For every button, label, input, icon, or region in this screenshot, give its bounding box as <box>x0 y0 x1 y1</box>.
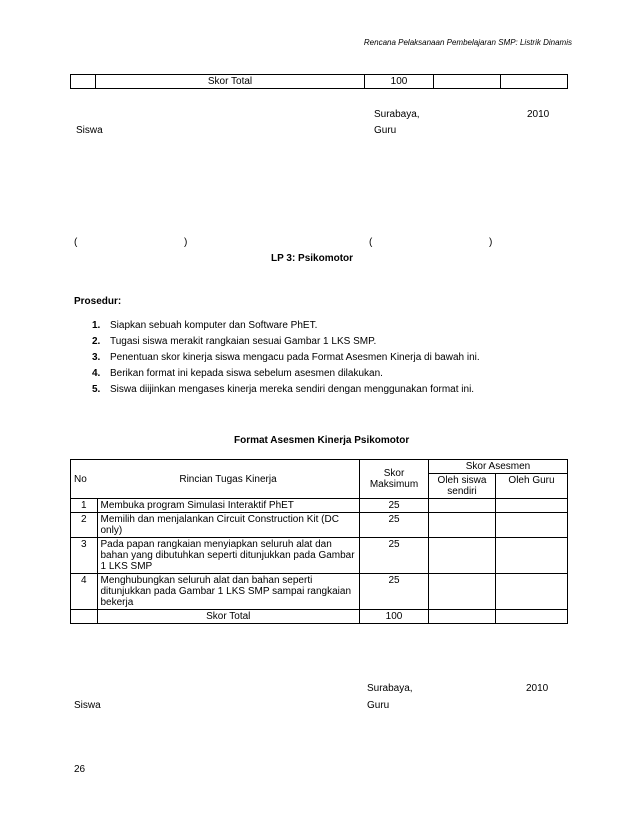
sign2-city: Surabaya, <box>367 683 413 694</box>
sign1-paren-left-open: ( <box>74 237 78 248</box>
section-title: LP 3: Psikomotor <box>271 253 354 264</box>
sign1-paren-left-close: ) <box>184 237 188 248</box>
procedure-item: 3. Penentuan skor kinerja siswa mengacu pada Format Asesmen Kinerja di bawah ini. <box>92 352 480 363</box>
table-row: 1 Membuka program Simulasi Interaktif PhET 25 <box>71 499 568 513</box>
procedure-item: 1. Siapkan sebuah komputer dan Software PhET. <box>92 320 318 331</box>
page-number: 26 <box>74 764 86 775</box>
table-row: 3 Pada papan rangkaian menyiapkan seluruh alat dan bahan yang dibutuhkan seperti ditunjukkan pada Gambar 1 LKS SMP 25 <box>71 538 568 574</box>
header-asesmen: Skor Asesmen <box>429 460 568 474</box>
header-task: Rincian Tugas Kinerja <box>97 460 360 499</box>
procedure-item: 2. Tugasi siswa merakit rangkaian sesuai Gambar 1 LKS SMP. <box>92 336 377 347</box>
sign2-teacher: Guru <box>367 700 390 711</box>
table-row: 2 Memilih dan menjalankan Circuit Construction Kit (DC only) 25 <box>71 513 568 538</box>
sign1-paren-right-open: ( <box>369 237 373 248</box>
sign1-paren-right-close: ) <box>489 237 493 248</box>
total-label: Skor Total <box>97 610 360 624</box>
assessment-table <box>70 459 568 624</box>
header-no: No <box>71 460 98 499</box>
sign1-year: 2010 <box>527 109 550 120</box>
top-total-value: 100 <box>365 75 434 89</box>
page-header: Rencana Pelaksanaan Pembelajaran SMP: Listrik Dinamis <box>363 38 572 47</box>
header-teacher: Oleh Guru <box>496 474 568 499</box>
total-value: 100 <box>360 610 429 624</box>
sign2-student: Siswa <box>74 700 101 711</box>
format-title: Format Asesmen Kinerja Psikomotor <box>234 435 410 446</box>
procedure-title: Prosedur: <box>74 296 122 307</box>
sign1-student: Siswa <box>76 125 103 136</box>
sign2-year: 2010 <box>526 683 549 694</box>
total-row <box>71 610 568 624</box>
top-score-table <box>70 74 568 89</box>
procedure-item: 5. Siswa diijinkan mengases kinerja mereka sendiri dengan menggunakan format ini. <box>92 384 475 395</box>
sign1-teacher: Guru <box>374 125 397 136</box>
header-max: Skor Maksimum <box>360 460 429 499</box>
table-row: 4 Menghubungkan seluruh alat dan bahan seperti ditunjukkan pada Gambar 1 LKS SMP sampai rangkaian bekerja 25 <box>71 574 568 610</box>
sign1-city: Surabaya, <box>374 109 420 120</box>
header-self: Oleh siswa sendiri <box>429 474 496 499</box>
procedure-item: 4. Berikan format ini kepada siswa sebelum asesmen dilakukan. <box>92 368 383 379</box>
top-total-label: Skor Total <box>96 75 365 89</box>
